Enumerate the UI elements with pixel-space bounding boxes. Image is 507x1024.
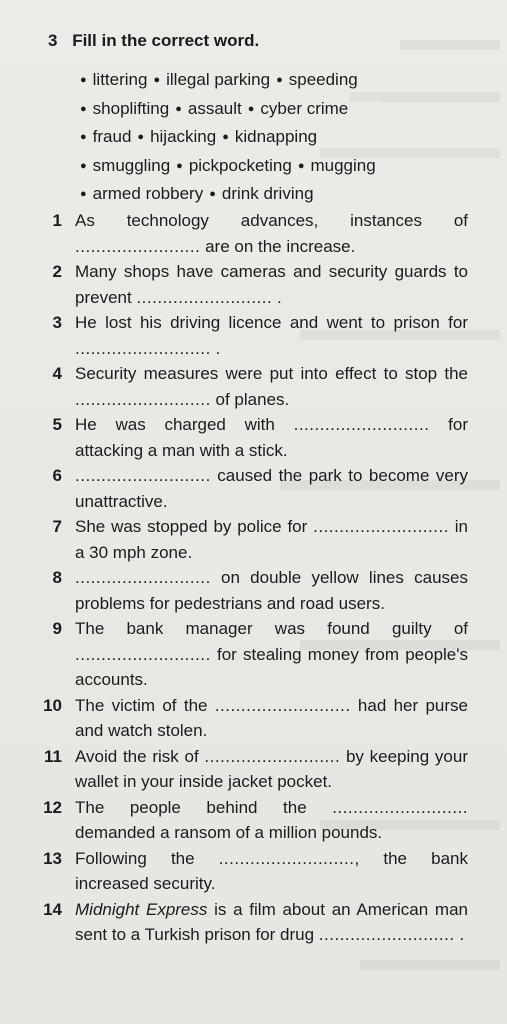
word-bank-item: ● shoplifting [80,99,169,118]
item-number: 1 [52,211,62,230]
item-text: He lost his driving licence and went to prison for [75,313,468,332]
item-text: The bank manager was found guilty of [75,619,468,638]
exercise-item [38,412,468,463]
item-number: 3 [52,313,62,332]
exercise-item [38,361,468,412]
answer-blank: .......................... [75,389,211,409]
answer-blank: .......................... [318,925,455,944]
item-text: Many shops have cameras and security guards to prevent [75,262,468,307]
word-bank-item: ● pickpocketing [176,156,292,175]
item-text: Security measures were put into effect to stop the [75,364,468,383]
exercise-item [38,795,468,846]
item-number: 10 [43,695,62,715]
item-title-italic: Midnight Express [75,899,208,919]
item-number: 11 [44,746,62,766]
answer-blank: .......................... [75,568,211,587]
item-text: had her purse and watch stolen. [75,695,468,740]
answer-blank: .......................... [293,415,430,434]
word-bank-item: ● smuggling [80,156,170,175]
item-text: are on the increase. [200,236,356,256]
exercise-instruction: Fill in the correct word. [72,31,260,50]
answer-blank: .......................... [218,848,355,868]
word-bank-item: ● mugging [298,156,376,175]
exercise-number: 3 [48,31,58,50]
item-text: . [210,338,221,358]
answer-blank: .......................... [75,338,211,358]
exercise-heading [48,31,259,51]
item-number: 13 [43,848,62,868]
item-text: He was charged with [75,415,294,434]
word-bank-item: ● assault [175,99,242,118]
item-text: by keeping your wallet in your inside jacket pocket. [75,746,468,791]
exercise-item [38,897,468,948]
word-bank-item: ● hijacking [137,127,216,146]
word-bank-item: ● armed robbery [80,184,203,203]
item-number: 12 [43,797,62,817]
word-bank-row [80,124,382,153]
item-text: of planes. [210,389,290,409]
item-text: in a 30 mph zone. [75,517,468,562]
exercise-item [38,208,468,259]
answer-blank: .......................... [313,517,449,536]
item-number: 4 [52,364,62,383]
item-text: caused the park to become very unattractive. [75,466,468,511]
item-text: She was stopped by police for [75,517,314,536]
word-bank-row [80,67,382,96]
answer-blank: .......................... [75,644,211,664]
item-text: . [454,925,465,944]
word-bank-row [80,181,382,210]
item-number: 7 [52,517,62,536]
word-bank-item: ● cyber crime [248,99,349,118]
word-bank-item: ● fraud [80,127,131,146]
item-text: . [272,287,282,307]
item-number: 8 [52,568,62,587]
item-text: The people behind the [75,797,333,817]
word-bank-item: ● drink driving [209,184,313,203]
item-number: 2 [52,262,62,281]
item-number: 5 [52,415,62,434]
item-text: The victim of the [75,695,215,715]
item-text: for attacking a man with a stick. [75,415,469,460]
item-text: , the bank increased security. [75,848,468,893]
exercise-item [38,514,468,565]
answer-blank: .......................... [136,287,273,307]
item-text: Avoid the risk of [75,746,205,766]
item-text: As technology advances, instances of [75,211,468,230]
exercise-item [38,259,468,310]
item-text: is a film about an American man sent to a Turkish prison for drug [75,899,468,944]
exercise-items [38,208,468,948]
exercise-item [38,693,468,744]
exercise-item [38,463,468,514]
item-text: demanded a ransom of a million pounds. [75,823,383,842]
item-text: Following the [75,848,219,868]
item-text: on double yellow lines causes problems for pedestrians and road users. [75,568,468,613]
word-bank-item: ● littering [80,70,147,89]
word-bank [80,67,382,210]
answer-blank: .......................... [75,466,211,485]
answer-blank: .......................... [204,746,341,766]
item-number: 14 [43,899,62,919]
word-bank-item: ● speeding [276,70,358,89]
word-bank-item: ● kidnapping [222,127,317,146]
item-text: for stealing money from people's accounts. [75,644,468,689]
exercise-item [38,846,468,897]
answer-blank: .......................... [332,797,468,817]
word-bank-row [80,96,382,125]
exercise-item [38,744,468,795]
answer-blank: ........................ [75,236,201,256]
item-number: 9 [52,619,62,638]
answer-blank: .......................... [214,695,351,715]
word-bank-item: ● illegal parking [153,70,270,89]
exercise-item [38,565,468,616]
word-bank-row [80,153,382,182]
item-number: 6 [52,466,62,485]
exercise-item [38,310,468,361]
exercise-item [38,616,468,693]
